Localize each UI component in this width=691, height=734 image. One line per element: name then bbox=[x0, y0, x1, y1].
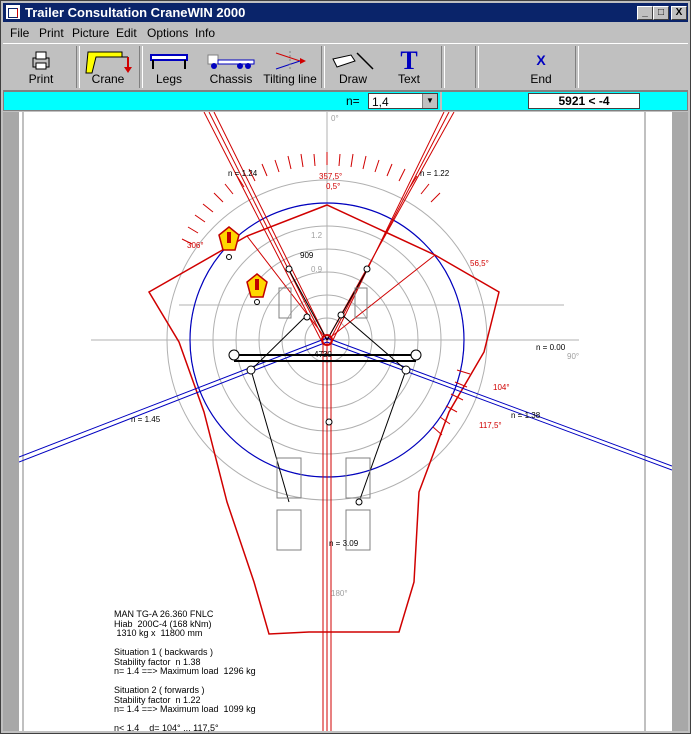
angle-05-label: 0,5° bbox=[326, 182, 341, 191]
crane-label: Crane bbox=[91, 72, 125, 86]
result-text-block bbox=[114, 610, 256, 734]
ring-09-label: 0.9 bbox=[311, 265, 323, 274]
stability-boundary bbox=[149, 205, 499, 634]
menu-info[interactable]: Info bbox=[195, 26, 216, 40]
legs-label: Legs bbox=[155, 72, 183, 86]
tilting-line-icon bbox=[270, 49, 310, 73]
stability-bar bbox=[3, 91, 688, 111]
n122-label: n = 1.22 bbox=[420, 169, 450, 178]
menu-bar bbox=[3, 23, 688, 41]
info-line: n= 1.4 ==> Maximum load 1099 kg bbox=[114, 704, 256, 714]
dropdown-arrow-icon[interactable]: ▼ bbox=[422, 94, 437, 108]
draw-label: Draw bbox=[338, 72, 367, 86]
draw-button[interactable] bbox=[325, 46, 381, 88]
info-line: Situation 1 ( backwards ) bbox=[114, 647, 214, 657]
n309-label: n = 3.09 bbox=[329, 539, 359, 548]
text-button[interactable] bbox=[383, 46, 435, 88]
chassis-button[interactable] bbox=[201, 46, 261, 88]
text-tool-icon: T bbox=[400, 46, 418, 75]
menu-options[interactable]: Options bbox=[147, 26, 189, 40]
text-label: Text bbox=[397, 72, 420, 86]
angle-104-label: 104° bbox=[493, 383, 510, 392]
info-line: Situation 2 ( forwards ) bbox=[114, 685, 205, 695]
left-margin bbox=[3, 112, 19, 731]
end-button[interactable] bbox=[511, 46, 571, 88]
toolbar-separator bbox=[575, 46, 579, 88]
print-button[interactable] bbox=[5, 46, 77, 88]
menu-picture[interactable]: Picture bbox=[72, 26, 110, 40]
deg-90-label: 90° bbox=[567, 352, 580, 361]
info-line: 1310 kg x 11800 mm bbox=[114, 628, 203, 638]
legs-icon bbox=[147, 49, 191, 71]
app-icon[interactable] bbox=[6, 5, 20, 19]
warning-icon bbox=[247, 274, 267, 305]
n-label: n= bbox=[346, 94, 360, 108]
end-icon: X bbox=[536, 52, 546, 68]
n124-label: n = 1.24 bbox=[228, 169, 258, 178]
chassis-label: Chassis bbox=[209, 72, 253, 86]
angle-3575-label: 357,5° bbox=[319, 172, 343, 181]
right-margin bbox=[672, 112, 688, 731]
n145-label: n = 1.45 bbox=[131, 415, 161, 424]
info-line: Stability factor n 1.22 bbox=[114, 694, 201, 705]
info-line: Hiab 200C-4 (168 kNm) bbox=[114, 618, 212, 629]
printer-icon bbox=[30, 49, 52, 71]
n-factor-select[interactable] bbox=[368, 93, 438, 109]
n138-label: n = 1.38 bbox=[511, 411, 541, 420]
maximize-button[interactable]: □ bbox=[653, 6, 669, 20]
value-909-label: 909 bbox=[300, 251, 314, 260]
minimize-button[interactable]: _ bbox=[637, 6, 653, 20]
close-button[interactable]: X bbox=[671, 6, 687, 20]
window-title: Trailer Consultation CraneWIN 2000 bbox=[25, 5, 246, 20]
info-line: n< 1.4 d= 104° ... 117,5° bbox=[114, 723, 219, 733]
warning-icon bbox=[219, 227, 239, 260]
menu-file[interactable]: File bbox=[10, 26, 30, 40]
toolbar bbox=[3, 43, 688, 91]
crane-button[interactable] bbox=[79, 46, 137, 88]
bar-divider bbox=[440, 92, 442, 110]
angle-1175-label: 117,5° bbox=[479, 421, 502, 430]
chassis-icon bbox=[206, 49, 256, 71]
angle-306-label: 306° bbox=[187, 241, 204, 250]
info-line: Stability factor n 1.38 bbox=[114, 656, 201, 667]
value-4730-label: 4730 bbox=[314, 350, 332, 359]
result-field: 5921 < -4 bbox=[528, 93, 640, 109]
deg-0-label: 0° bbox=[331, 114, 339, 123]
ring-12-label: 1.2 bbox=[311, 231, 323, 240]
print-label: Print bbox=[28, 72, 54, 86]
toolbar-separator bbox=[475, 46, 479, 88]
end-label: End bbox=[530, 72, 552, 86]
info-line: MAN TG-A 26.360 FNLC bbox=[114, 609, 214, 619]
info-line: n= 1.4 ==> Maximum load 1296 kg bbox=[114, 666, 256, 676]
draw-icon bbox=[329, 49, 377, 73]
legs-button[interactable] bbox=[143, 46, 195, 88]
tilting-line-label: Tilting line bbox=[263, 72, 317, 86]
menu-edit[interactable]: Edit bbox=[116, 26, 137, 40]
angle-565-label: 56,5° bbox=[470, 259, 489, 268]
deg-180-label: 180° bbox=[331, 589, 348, 598]
menu-print[interactable]: Print bbox=[39, 26, 64, 40]
tilting-line-button[interactable] bbox=[261, 46, 319, 88]
toolbar-separator bbox=[441, 46, 445, 88]
title-bar[interactable] bbox=[3, 3, 688, 22]
n-factor-value: 1,4 bbox=[372, 95, 389, 109]
n000-label: n = 0.00 bbox=[536, 343, 566, 352]
